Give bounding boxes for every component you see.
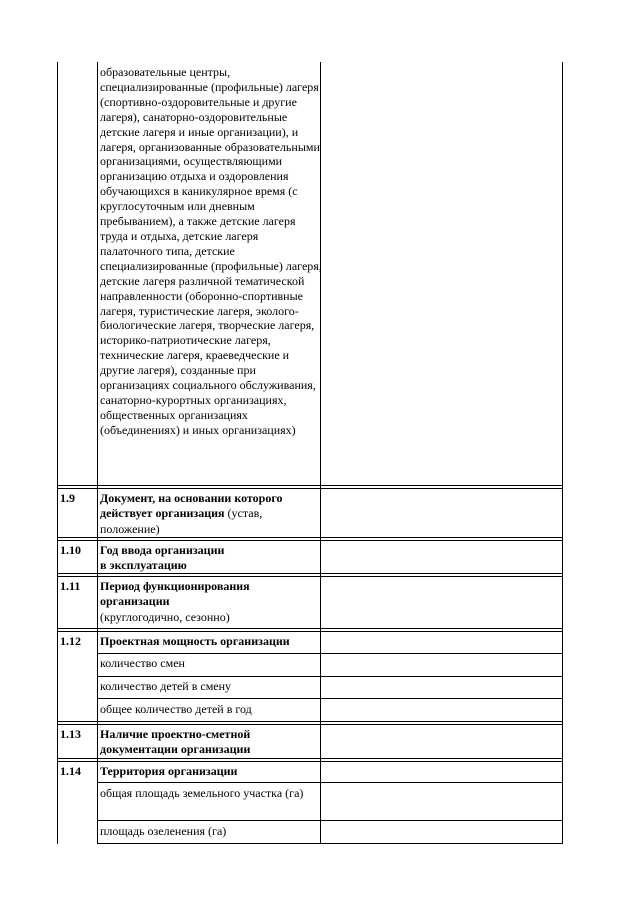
row-label-territory: Территория организации — [100, 764, 238, 778]
value-field-operating-period[interactable] — [323, 579, 559, 626]
row-label-design-capacity: Проектная мощность организации — [100, 634, 290, 648]
row-number: 1.9 — [60, 491, 75, 505]
row-border — [57, 537, 563, 538]
form-table — [57, 62, 563, 844]
value-field-shift-count[interactable] — [323, 656, 559, 673]
row-border — [97, 653, 563, 654]
row-number: 1.13 — [60, 727, 81, 741]
value-field-children-per-shift[interactable] — [323, 679, 559, 696]
row-border — [57, 540, 563, 541]
value-field-children-per-year[interactable] — [323, 702, 559, 719]
row-label-children-per-year: общее количество детей в год — [100, 702, 252, 716]
row-border — [57, 721, 563, 722]
row-border — [57, 758, 563, 759]
row-label-operating-period: Период функционирования организации (круглогодично, сезонно) — [100, 579, 250, 624]
row-label-greenery-area: площадь озеленения (га) — [100, 824, 227, 838]
row-border — [97, 843, 563, 844]
row-border — [97, 676, 563, 677]
value-field-land-area[interactable] — [323, 786, 559, 818]
value-field-territory[interactable] — [323, 764, 559, 780]
row-label-land-area: общая площадь земельного участка (га) — [100, 786, 304, 800]
row-border — [97, 782, 563, 783]
row-label-charter-document: Документ, на основании которого действует организация (устав, положение) — [100, 491, 283, 536]
value-field-design-capacity[interactable] — [323, 634, 559, 651]
row-border — [57, 488, 563, 489]
organization-type-description: образовательные центры, специализированные (профильные) лагеря (спортивно-оздоровительные и другие лагеря), санаторно-оздоровительные детские лагеря и иные организации), и лагеря, организованные образовательными организациями, осуществляющими организацию отдыха и оздоровления обучающихся в каникулярное время (с круглосуточным или дневным пребыванием), а также детские лагеря труда и отдыха, детские лагеря палаточного типа, детские специализированные (профильные) лагеря, детские лагеря различной тематической направленности (оборонно-спортивные лагеря, туристические лагеря, эколого-биологические лагеря, творческие лагеря, историко-патриотические лагеря, технические лагеря, краеведческие и другие лагеря), созданные при организациях социального обслуживания, санаторно-курортных организациях, общественных организациях (объединениях) и иных организациях) — [100, 65, 322, 437]
row-border — [57, 576, 563, 577]
row-border — [57, 761, 563, 762]
value-field-charter-document[interactable] — [323, 491, 559, 535]
row-border — [97, 820, 563, 821]
table-left-border — [57, 62, 58, 844]
row-label-children-per-shift: количество детей в смену — [100, 679, 232, 693]
table-right-border — [562, 62, 563, 844]
row-number: 1.14 — [60, 764, 81, 778]
row-label-design-documentation: Наличие проектно-сметной документации организации — [100, 727, 251, 757]
row-label-shift-count: количество смен — [100, 656, 185, 670]
row-border — [97, 698, 563, 699]
row-border — [57, 724, 563, 725]
value-field-greenery-area[interactable] — [323, 824, 559, 841]
value-field-design-documentation[interactable] — [323, 727, 559, 756]
row-label-commissioning-year: Год ввода организации в эксплуатацию — [100, 543, 225, 573]
column-divider-number — [97, 62, 98, 844]
value-field-commissioning-year[interactable] — [323, 543, 559, 571]
row-border — [57, 628, 563, 629]
row-number: 1.12 — [60, 634, 81, 648]
row-number: 1.11 — [60, 579, 81, 593]
row-border — [57, 631, 563, 632]
row-border — [57, 485, 563, 486]
row-number: 1.10 — [60, 543, 81, 557]
